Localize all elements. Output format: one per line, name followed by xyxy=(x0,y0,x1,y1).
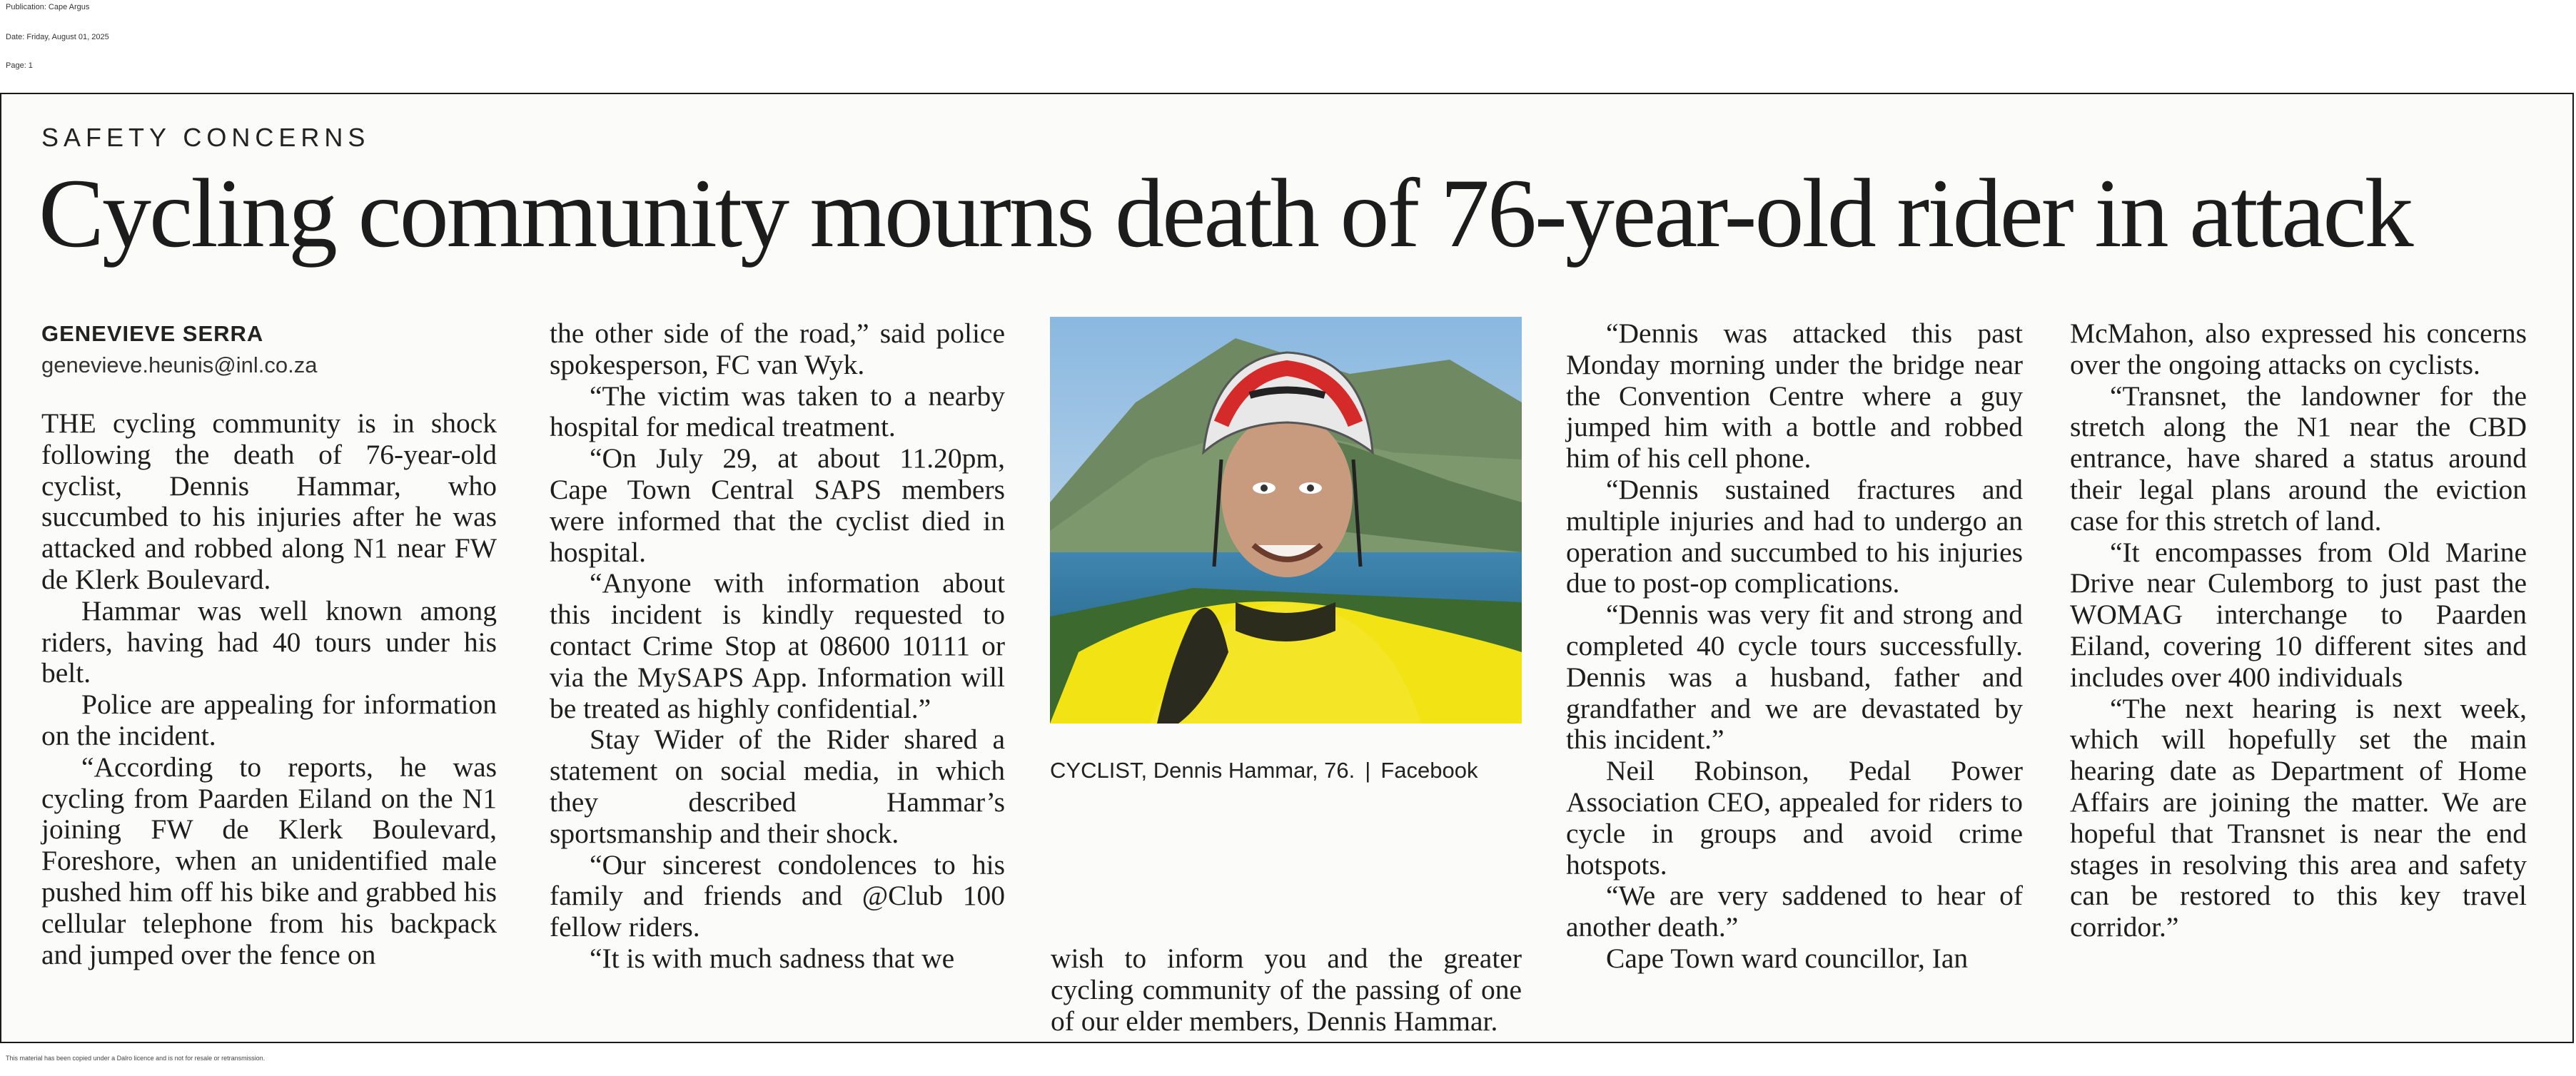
headline: Cycling community mourns death of 76-year-old rider in attack xyxy=(39,158,2412,268)
column-5 xyxy=(2070,318,2527,943)
page-label: Page: 1 xyxy=(6,61,33,70)
byline-name: GENEVIEVE SERRA xyxy=(41,321,264,346)
photo-caption xyxy=(1050,758,1478,783)
caption-text: CYCLIST, Dennis Hammar, 76. xyxy=(1050,758,1355,783)
paragraph: “On July 29, at about 11.20pm, Cape Town Central SAPS members were informed that the cyclist died in hospital. xyxy=(550,442,1005,568)
paragraph: “According to reports, he was cycling from Paarden Eiland on the N1 joining FW de Klerk Boulevard, Foreshore, when an unidentified male pushed him off his bike and grabbed his cellular telephone from his backpack and jumped over the fence on xyxy=(41,751,497,970)
cyclist-photo xyxy=(1050,317,1522,724)
paragraph: “We are very saddened to hear of another death.” xyxy=(1566,880,2023,943)
paragraph: “Anyone with information about this incident is kindly requested to contact Crime Stop at 08600 10111 or via the MySAPS App. Information will be treated as highly confidential.” xyxy=(550,567,1005,724)
column-1 xyxy=(41,408,497,970)
publication-label: Publication: Cape Argus xyxy=(6,3,90,11)
kicker: SAFETY CONCERNS xyxy=(41,123,370,152)
column-3 xyxy=(1051,943,1522,1037)
paragraph: wish to inform you and the greater cycling community of the passing of one of our elder members, Dennis Hammar. xyxy=(1051,943,1522,1037)
paragraph: “Our sincerest condolences to his family and friends and @Club 100 fellow riders. xyxy=(550,848,1005,943)
paragraph: Police are appealing for information on the incident. xyxy=(41,689,497,751)
column-4 xyxy=(1566,318,2023,975)
paragraph: THE cycling community is in shock following the death of 76-year-old cyclist, Dennis Hammar, who succumbed to his injuries after he was attacked and robbed along N1 near FW de Klerk Boulevard. xyxy=(41,407,497,595)
paragraph: “Dennis was very fit and strong and completed 40 cycle tours successfully. Dennis was a husband, father and grandfather and we are devastated by this incident.” xyxy=(1566,599,2023,756)
paragraph: “It encompasses from Old Marine Drive near Culemborg to just past the WOMAG interchange to Paarden Eiland, covering 10 different sites and includes over 400 individuals xyxy=(2070,536,2527,693)
paragraph: the other side of the road,” said police spokesperson, FC van Wyk. xyxy=(550,318,1005,380)
paragraph: Cape Town ward councillor, Ian xyxy=(1606,942,1969,974)
article-clipping xyxy=(0,93,2574,1043)
paragraph: McMahon, also expressed his concerns over the ongoing attacks on cyclists. xyxy=(2070,318,2527,380)
byline-email: genevieve.heunis@inl.co.za xyxy=(41,352,318,377)
paragraph: Neil Robinson, Pedal Power Association CEO, appealed for riders to cycle in groups and avoid crime hotspots. xyxy=(1566,755,2023,880)
caption-credit: Facebook xyxy=(1380,758,1478,783)
paragraph: “Dennis sustained fractures and multiple injuries and had to undergo an operation and succumbed to his injuries due to post-op complications. xyxy=(1566,473,2023,599)
column-2 xyxy=(550,318,1005,975)
date-label: Date: Friday, August 01, 2025 xyxy=(6,33,109,41)
paragraph: “Dennis was attacked this past Monday morning under the bridge near the Convention Centre where a guy jumped him with a bottle and robbed him of his cell phone. xyxy=(1566,318,2023,474)
paragraph: Hammar was well known among riders, having had 40 tours under his belt. xyxy=(41,594,497,689)
byline xyxy=(41,321,318,378)
cyclist-photo-illustration xyxy=(1050,317,1522,724)
copyright-note: This material has been copied under a Dalro licence and is not for resale or retransmission. xyxy=(6,1055,266,1062)
paragraph: “Transnet, the landowner for the stretch along the N1 near the CBD entrance, have shared a status around their legal plans around the eviction case for this stretch of land. xyxy=(2070,380,2527,537)
paragraph: “It is with much sadness that we xyxy=(590,942,955,974)
caption-separator: | xyxy=(1365,758,1371,783)
paragraph: Stay Wider of the Rider shared a statement on social media, in which they described Hammar’s sportsmanship and their shock. xyxy=(550,724,1005,849)
paragraph: “The next hearing is next week, which will hopefully set the main hearing date as Department of Home Affairs are joining the matter. We are hopeful that Transnet is near the end stages in resolving this area and safety can be restored to this key travel corridor.” xyxy=(2070,692,2527,943)
paragraph: “The victim was taken to a nearby hospital for medical treatment. xyxy=(550,380,1005,443)
